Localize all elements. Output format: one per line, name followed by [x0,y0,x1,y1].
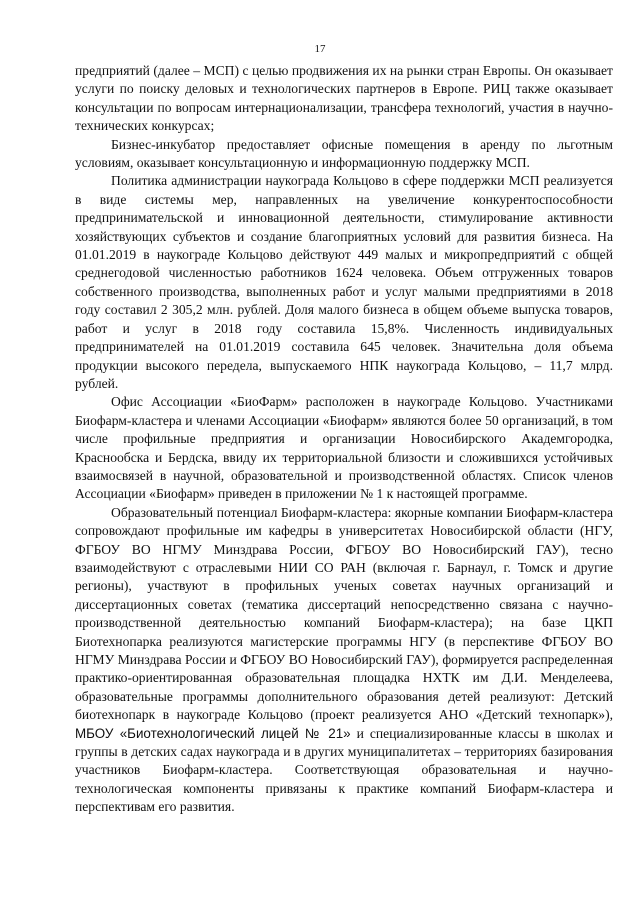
paragraph-business-incubator: Бизнес-инкубатор предоставляет офисные помещения в аренду по льготным условиям, оказывает консультационную и информационную поддержку МСП. [75,136,613,171]
paragraph-sme-policy: Политика администрации наукограда Кольцово в сфере поддержки МСП реализуется в виде системы мер, направленных на увеличение конкурентоспособности предпринимательской и инновационной деятельности, стимулирование активности хозяйствующих субъектов и создание благоприятных условий для развития бизнеса. На 01.01.2019 в наукограде Кольцово действуют 449 малых и микропредприятий с общей среднегодовой численностью работников 1624 человека. Объем отгруженных товаров собственного производства, выполненных работ и услуг малыми предприятиями в 2018 году составил 2 305,2 млн. рублей. Доля малого бизнеса в общем объеме выпуска товаров, работ и услуг в 2018 году составила 15,8%. Численность индивидуальных предпринимателей на 01.01.2019 составила 645 человек. Значительна доля объема продукции высокого передела, выпускаемого НПК наукограда Кольцово, – 11,7 млрд. рублей. [75,173,613,391]
paragraph-text-part: Образовательный потенциал Биофарм-кластера: якорные компании Биофарм-кластера сопровождают профильные им кафедры в университетах Новосибирской области (НГУ, ФГБОУ ВО НГМУ Минздрава России, ФГБОУ ВО Новосибирский ГАУ), тесно взаимодействуют с отраслевыми НИИ СО РАН (включая г. Барнаул, г. Томск и другие регионы), участвуют в профильных ученых советах научных организаций и диссертационных советах (тематика диссертаций непосредственно связана с научно-производственной деятельностью компаний Биофарм-кластера); на базе ЦКП Биотехнопарка реализуются магистерские программы НГУ (в перспективе ФГБОУ ВО НГМУ Минздрава России и ФГБОУ ВО Новосибирский ГАУ), формируется распределенная практико-ориентированная образовательная площадка НХТК им Д.И. Менделеева, образовательные программы дополнительного образования детей реализуют: Детский биотехнопарк в наукограде Кольцово (проект реализуется АНО «Детский технопарк»), [75,504,613,723]
page-number: 17 [314,43,326,55]
paragraph-biofarm-association: Офис Ассоциации «БиоФарм» расположен в наукограде Кольцово. Участниками Биофарм-кластера и членами Ассоциации «Биофарм» являются более 50 организаций, в том числе профильные предприятия и организации Новосибирского Академгородка, Краснообска и Бердска, ввиду их территориальной близости и сложившихся устойчивых взаимосвязей в научной, образовательной и производственной областях. Список членов Ассоциации «Биофарм» приведен в приложении № 1 к настоящей программе. [75,394,613,502]
paragraph-text-part: и специализированные классы в школах и группы в детских садах наукограда и в других муниципалитетах – территориях базирования участников Биофарм-кластера. Соответствующая образовательная и научно-технологическая компоненты привязаны к практике компаний Биофарм-кластера и перспективам его развития. [75,725,613,815]
document-body [75,62,613,817]
lyceum-name: МБОУ «Биотехнологический лицей № 21» [75,725,351,741]
paragraph-ric-services: предприятий (далее – МСП) с целью продвижения их на рынки стран Европы. Он оказывает услуги по поиску деловых и технологических партнеров в Европе. РИЦ также оказывает консультации по вопросам интернационализации, трансфера технологий, участия в научно-технических конкурсах; [75,63,613,134]
paragraph-educational-potential [75,504,613,817]
